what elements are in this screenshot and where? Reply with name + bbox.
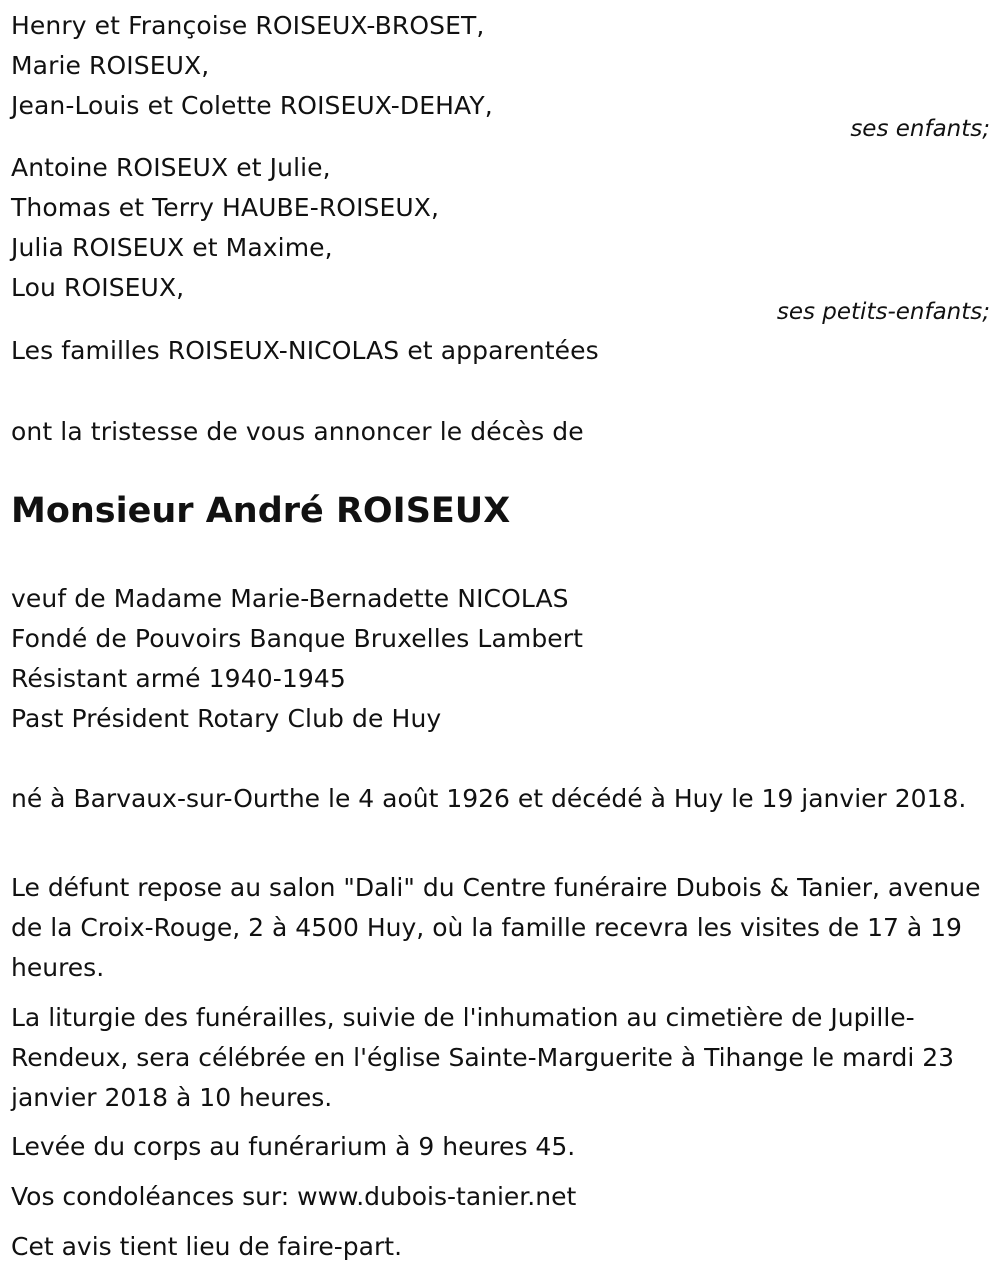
family-member-line: Julia ROISEUX et Maxime, xyxy=(11,233,333,262)
condolences-paragraph xyxy=(11,1177,986,1217)
children-role: ses enfants; xyxy=(850,116,990,142)
family-member-line: Thomas et Terry HAUBE-ROISEUX, xyxy=(11,193,440,222)
detail-line: veuf de Madame Marie-Bernadette NICOLAS xyxy=(11,584,569,613)
notice-paragraph: Cet avis tient lieu de faire-part. xyxy=(11,1232,403,1261)
family-member-line: Antoine ROISEUX et Julie, xyxy=(11,153,331,182)
departure-paragraph: Levée du corps au funérarium à 9 heures 45. xyxy=(11,1132,576,1161)
condolences-label: Vos condoléances sur: xyxy=(11,1182,298,1211)
announcement-line: ont la tristesse de vous annoncer le décès de xyxy=(11,417,584,446)
families-line: Les familles ROISEUX-NICOLAS et apparentées xyxy=(11,336,599,365)
deceased-name: Monsieur André ROISEUX xyxy=(11,491,511,531)
detail-line: Résistant armé 1940-1945 xyxy=(11,664,346,693)
detail-line: Fondé de Pouvoirs Banque Bruxelles Lambert xyxy=(11,624,584,653)
viewing-paragraph: Le défunt repose au salon "Dali" du Centre funéraire Dubois & Tanier, avenue de la Croix-Rouge, 2 à 4500 Huy, où la famille recevra les visites de 17 à 19 heures. xyxy=(11,873,981,982)
family-member-line: Henry et Françoise ROISEUX-BROSET, xyxy=(11,11,485,40)
detail-line: Past Président Rotary Club de Huy xyxy=(11,704,442,733)
condolences-website-link[interactable]: www.dubois-tanier.net xyxy=(297,1182,577,1211)
funeral-paragraph: La liturgie des funérailles, suivie de l'inhumation au cimetière de Jupille-Rendeux, sera célébrée en l'église Sainte-Marguerite à Tihange le mardi 23 janvier 2018 à 10 heures. xyxy=(11,1003,955,1112)
birth-death-paragraph: né à Barvaux-sur-Ourthe le 4 août 1926 et décédé à Huy le 19 janvier 2018. xyxy=(11,784,967,813)
family-member-line: Marie ROISEUX, xyxy=(11,51,210,80)
family-member-line: Lou ROISEUX, xyxy=(11,273,185,302)
grandchildren-role: ses petits-enfants; xyxy=(776,299,990,325)
family-member-line: Jean-Louis et Colette ROISEUX-DEHAY, xyxy=(11,91,493,120)
